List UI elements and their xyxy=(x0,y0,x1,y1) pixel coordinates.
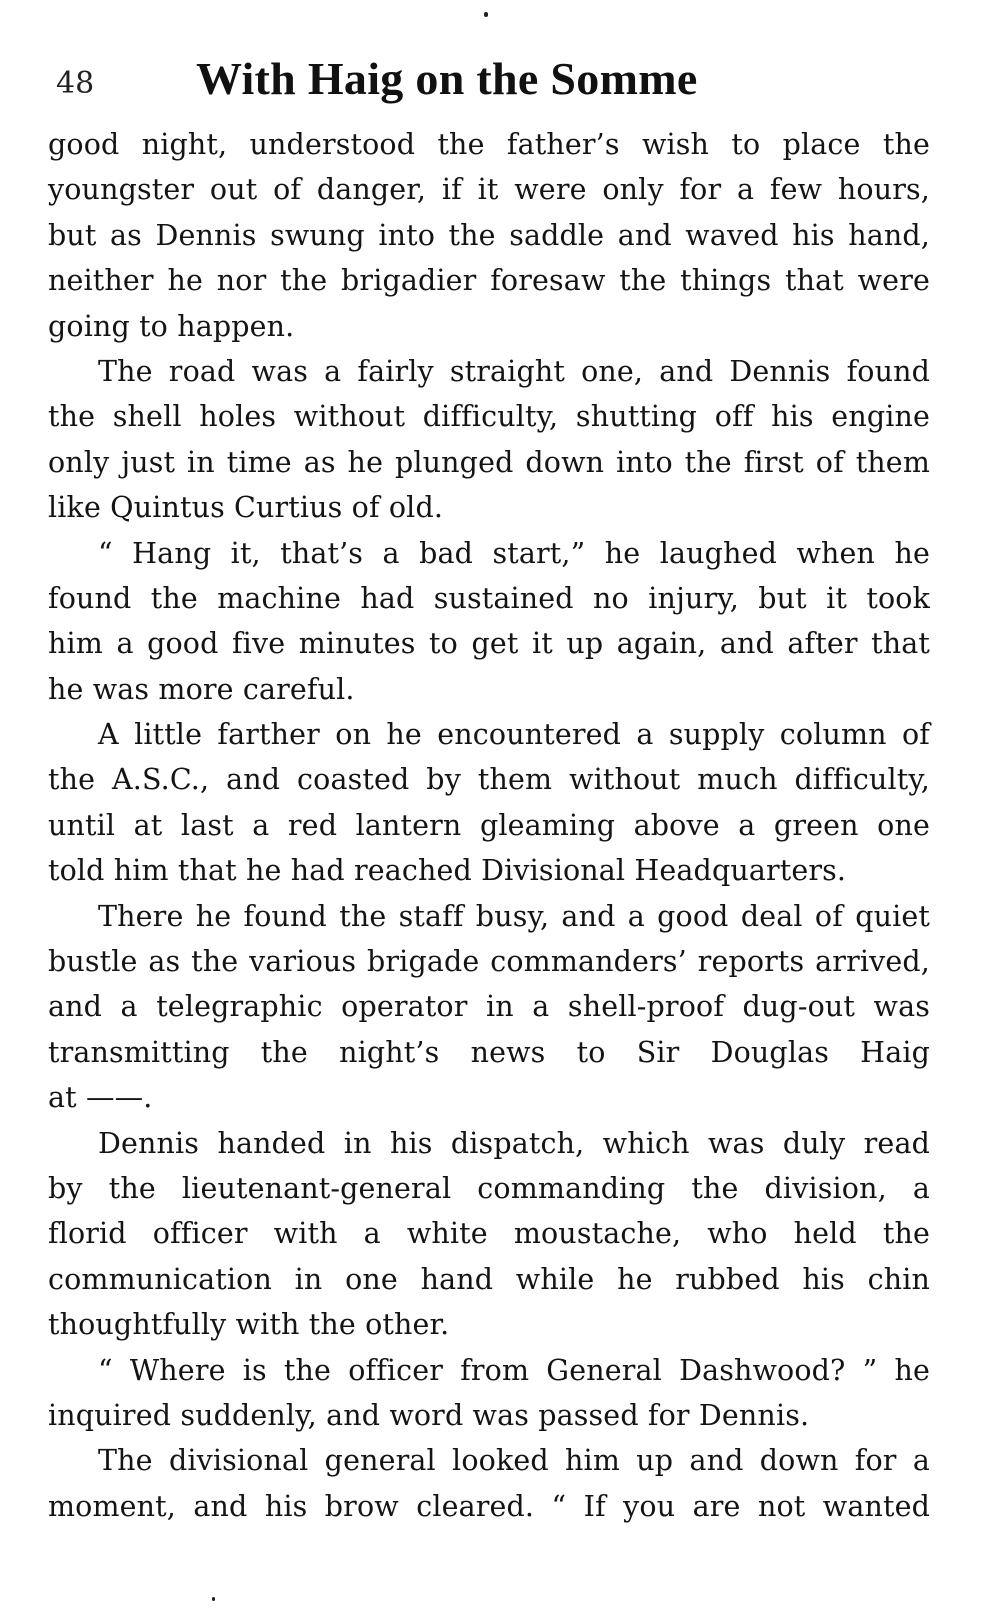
text-line: until at last a red lantern gleaming above a green one xyxy=(48,808,930,842)
text-line: the A.S.C., and coasted by them without much difficulty, xyxy=(48,763,930,797)
text-line: bustle as the various brigade commanders’ reports arrived, xyxy=(48,945,930,979)
text-line: moment, and his brow cleared. “ If you are not wanted xyxy=(48,1489,930,1523)
text-line: A little farther on he encountered a supply column of xyxy=(98,718,930,752)
text-line: neither he nor the brigadier foresaw the things that were xyxy=(48,264,930,298)
text-line: but as Dennis swung into the saddle and waved his hand, xyxy=(48,218,930,252)
running-title: With Haig on the Somme xyxy=(196,53,698,104)
text-line: and a telegraphic operator in a shell-proof dug-out was xyxy=(48,990,930,1024)
text-line: youngster out of danger, if it were only for a few hours, xyxy=(48,173,930,207)
page-number: 48 xyxy=(56,66,95,101)
text-line: told him that he had reached Divisional Headquarters. xyxy=(48,854,847,888)
text-line: only just in time as he plunged down into the first of them xyxy=(48,445,930,479)
page-header xyxy=(52,50,952,110)
text-line: inquired suddenly, and word was passed for Dennis. xyxy=(48,1398,810,1432)
text-line: florid officer with a white moustache, who held the xyxy=(48,1217,930,1251)
text-line: he was more careful. xyxy=(48,672,355,706)
text-line: at ——. xyxy=(48,1081,153,1115)
text-line: good night, understood the father’s wish to place the xyxy=(48,128,930,161)
text-line: by the lieutenant-general commanding the division, a xyxy=(48,1171,930,1205)
text-line: him a good five minutes to get it up again, and after that xyxy=(48,627,930,661)
text-line: The road was a fairly straight one, and Dennis found xyxy=(98,354,930,388)
ink-speck xyxy=(212,1597,215,1601)
text-line: transmitting the night’s news to Sir Douglas Haig xyxy=(48,1035,930,1069)
text-line: the shell holes without difficulty, shutting off his engine xyxy=(48,400,930,434)
text-line: thoughtfully with the other. xyxy=(48,1308,450,1342)
text-line: There he found the staff busy, and a good deal of quiet xyxy=(98,899,930,933)
body-text xyxy=(48,122,930,1529)
text-line: The divisional general looked him up and down for a xyxy=(98,1444,930,1478)
text-line: found the machine had sustained no injury, but it took xyxy=(48,581,930,615)
text-line: “ Where is the officer from General Dashwood? ” he xyxy=(98,1353,930,1387)
ink-speck xyxy=(484,12,488,17)
text-line: “ Hang it, that’s a bad start,” he laughed when he xyxy=(98,536,930,570)
text-line: like Quintus Curtius of old. xyxy=(48,491,444,525)
text-line: Dennis handed in his dispatch, which was duly read xyxy=(98,1126,930,1160)
text-line: communication in one hand while he rubbed his chin xyxy=(48,1262,930,1296)
text-line: going to happen. xyxy=(48,309,295,343)
